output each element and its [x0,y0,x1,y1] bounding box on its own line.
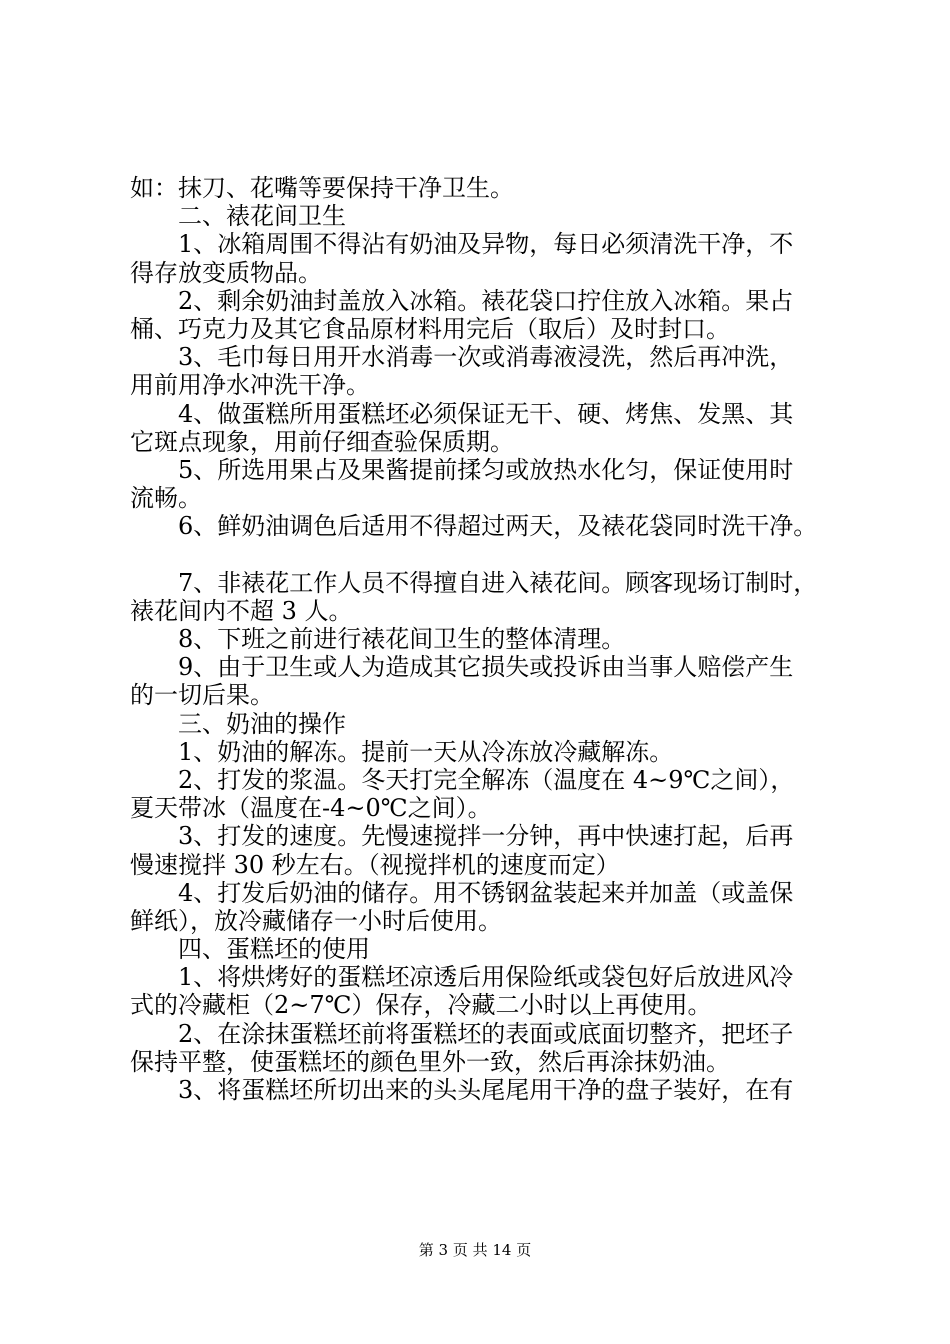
paragraph-line: 3、打发的速度。先慢速搅拌一分钟，再中快速打起，后再 [178,822,794,851]
paragraph-line: 二、裱花间卫生 [178,202,346,231]
paragraph-line: 鲜纸），放冷藏储存一小时后使用。 [130,906,502,935]
paragraph-line: 桶、巧克力及其它食品原材料用完后（取后）及时封口。 [130,314,730,343]
paragraph-line: 4、打发后奶油的储存。用不锈钢盆装起来并加盖（或盖保 [178,878,794,907]
paragraph-line: 1、冰箱周围不得沾有奶油及异物，每日必须清洗干净，不 [178,230,794,259]
paragraph-line: 8、下班之前进行裱花间卫生的整体清理。 [178,625,626,653]
paragraph-line: 裱花间内不超 3 人。 [130,596,353,625]
paragraph-line: 得存放变质物品。 [130,258,322,287]
paragraph-line: 式的冷藏柜（2~7℃）保存，冷藏二小时以上再使用。 [130,991,712,1020]
paragraph-line: 流畅。 [130,484,202,513]
paragraph-line: 四、蛋糕坯的使用 [178,935,370,964]
paragraph-line: 1、奶油的解冻。提前一天从冷冻放冷藏解冻。 [178,737,674,766]
paragraph-line: 3、毛巾每日用开水消毒一次或消毒液浸洗，然后再冲洗， [178,343,794,372]
paragraph-line: 三、奶油的操作 [178,709,346,738]
paragraph-line: 6、鲜奶油调色后适用不得超过两天，及裱花袋同时洗干净。 [178,512,818,541]
paragraph-line: 如：抹刀、花嘴等要保持干净卫生。 [130,174,514,202]
paragraph-line: 慢速搅拌 30 秒左右。（视搅拌机的速度而定） [130,850,620,879]
document-body [130,174,850,1104]
paragraph-line: 保持平整，使蛋糕坯的颜色里外一致，然后再涂抹奶油。 [130,1047,730,1076]
paragraph-line: 2、在涂抹蛋糕坯前将蛋糕坯的表面或底面切整齐，把坯子 [178,1019,794,1048]
blank-line [130,540,850,568]
paragraph-line: 2、剩余奶油封盖放入冰箱。裱花袋口拧住放入冰箱。果占 [178,286,794,315]
paragraph-line: 夏天带冰（温度在-4~0℃之间）。 [130,794,492,823]
paragraph-line: 它斑点现象，用前仔细查验保质期。 [130,427,514,456]
paragraph-line: 3、将蛋糕坯所切出来的头头尾尾用干净的盘子装好，在有 [178,1076,794,1104]
paragraph-line: 4、做蛋糕所用蛋糕坯必须保证无干、硬、烤焦、发黑、其 [178,399,794,428]
paragraph-line: 7、非裱花工作人员不得擅自进入裱花间。顾客现场订制时， [178,568,818,597]
paragraph-line: 2、打发的浆温。冬天打完全解冻（温度在 4~9℃之间）， [178,765,795,794]
paragraph-line: 1、将烘烤好的蛋糕坯凉透后用保险纸或袋包好后放进风冷 [178,963,794,992]
paragraph-line: 用前用净水冲洗干净。 [130,371,370,400]
paragraph-line: 9、由于卫生或人为造成其它损失或投诉由当事人赔偿产生 [178,653,794,682]
paragraph-line: 5、所选用果占及果酱提前揉匀或放热水化匀，保证使用时 [178,455,794,484]
page-footer: 第 3 页 共 14 页 [418,1241,532,1259]
paragraph-line: 的一切后果。 [130,681,274,710]
